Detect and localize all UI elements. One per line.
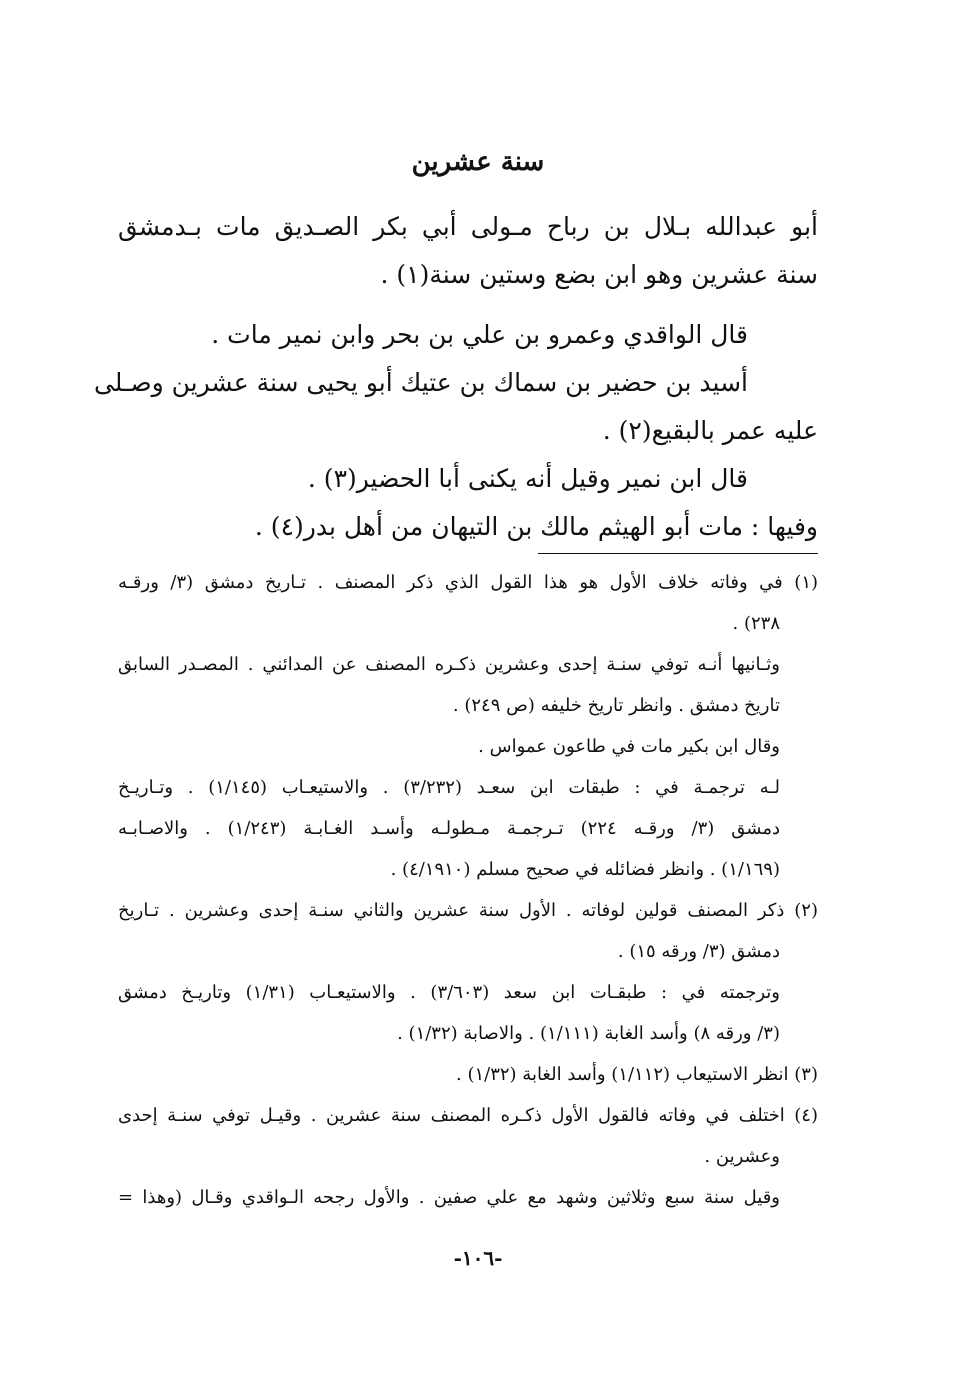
- footnote-line: وقيل سنة سبع وثلاثين وشهد مع علي صفين . والأول رجحه الـواقدي وقـال (وهذا =: [118, 1187, 780, 1208]
- footnote-line: وعشرين .: [704, 1146, 780, 1167]
- footnote-line: وقال ابن بكير مات في طاعون عمواس .: [478, 736, 780, 757]
- footnote-line: (٢) ذكر المصنف قولين لوفاته . الأول سنة عشرين والثاني سنـة إحدى وعشرين . تـاريخ: [118, 900, 818, 921]
- footnote-line: لـه ترجمـة في : طبقات ابن سعـد (٣/٢٣٢) . والاستيعـاب (١/١٤٥) . وتـاريـخ: [118, 777, 780, 798]
- footnote-line: تاريخ دمشق . وانظر تاريخ خليفه (ص ٢٤٩) .: [452, 695, 780, 716]
- main-line: وفيها : مات أبو الهيثم مالك بن التيهان من أهل بدر(٤) .: [254, 512, 818, 541]
- footnote-separator: [538, 553, 818, 554]
- main-line: سنة عشرين وهو ابن بضع وستين سنة(١) .: [380, 260, 818, 289]
- footnote-line: وترجمته في : طبقـات ابن سعد (٣/٦٠٣) . والاستيعـاب (١/٣١) وتاريـخ دمشق: [118, 982, 780, 1003]
- footnote-line: ٢٣٨) .: [732, 613, 780, 634]
- main-line: أبو عبدالله بـلال بن رباح مـولى أبي بكر الصـديق مات بـدمشق: [118, 212, 818, 241]
- footnote-line: (١) في وفاته خلاف الأول هو هذا القول الذي ذكر المصنف . تـاريخ دمشق (٣/ ورقـه: [118, 572, 819, 593]
- main-line: قال ابن نمير وقيل أنه يكنى أبا الحضير(٣) .: [307, 464, 748, 493]
- footnote-line: دمشق (٣/ ورقـه ٢٢٤) تـرجمـة مـطولـه وأسـد الغـابـة (١/٢٤٣) . والاصـابـه: [118, 818, 780, 839]
- main-text: [93, 203, 818, 551]
- page-number: -١٠٦-: [453, 1246, 503, 1270]
- main-line: أسيد بن حضير بن سماك بن عتيك أبو يحيى سنة عشرين وصـلى: [93, 368, 748, 397]
- footnote-line: (١/١٦٩) . وانظر فضائله في صحيح مسلم (٤/١٩١٠) .: [390, 859, 780, 880]
- main-line: عليه عمر بالبقيع(٢) .: [602, 416, 818, 445]
- footnote-line: (٤) اختلف في وفاته فالقول الأول ذكـره المصنف سنة عشرين . وقيـل توفي سنـة إحدى: [118, 1105, 818, 1126]
- page-title: سنة عشرين: [411, 147, 545, 177]
- footnote-line: (٣) انظر الاستيعاب (١/١١٢) وأسد الغابة (١/٣٢) .: [456, 1064, 818, 1085]
- footnotes: [118, 562, 818, 1218]
- footnote-line: دمشق (٣/ ورقه ١٥) .: [617, 941, 780, 962]
- footnote-line: (٣/ ورقه ٨) وأسد الغابة (١/١١١) . والاصابة (١/٣٢) .: [397, 1023, 780, 1044]
- main-line: قال الواقدي وعمرو بن علي بن بحر وابن نمير مات .: [211, 320, 748, 349]
- footnote-line: وثـانيها أنـه توفي سنـة إحدى وعشرين ذكـره المصنف عن المدائني . المصـدر السابق: [118, 654, 780, 675]
